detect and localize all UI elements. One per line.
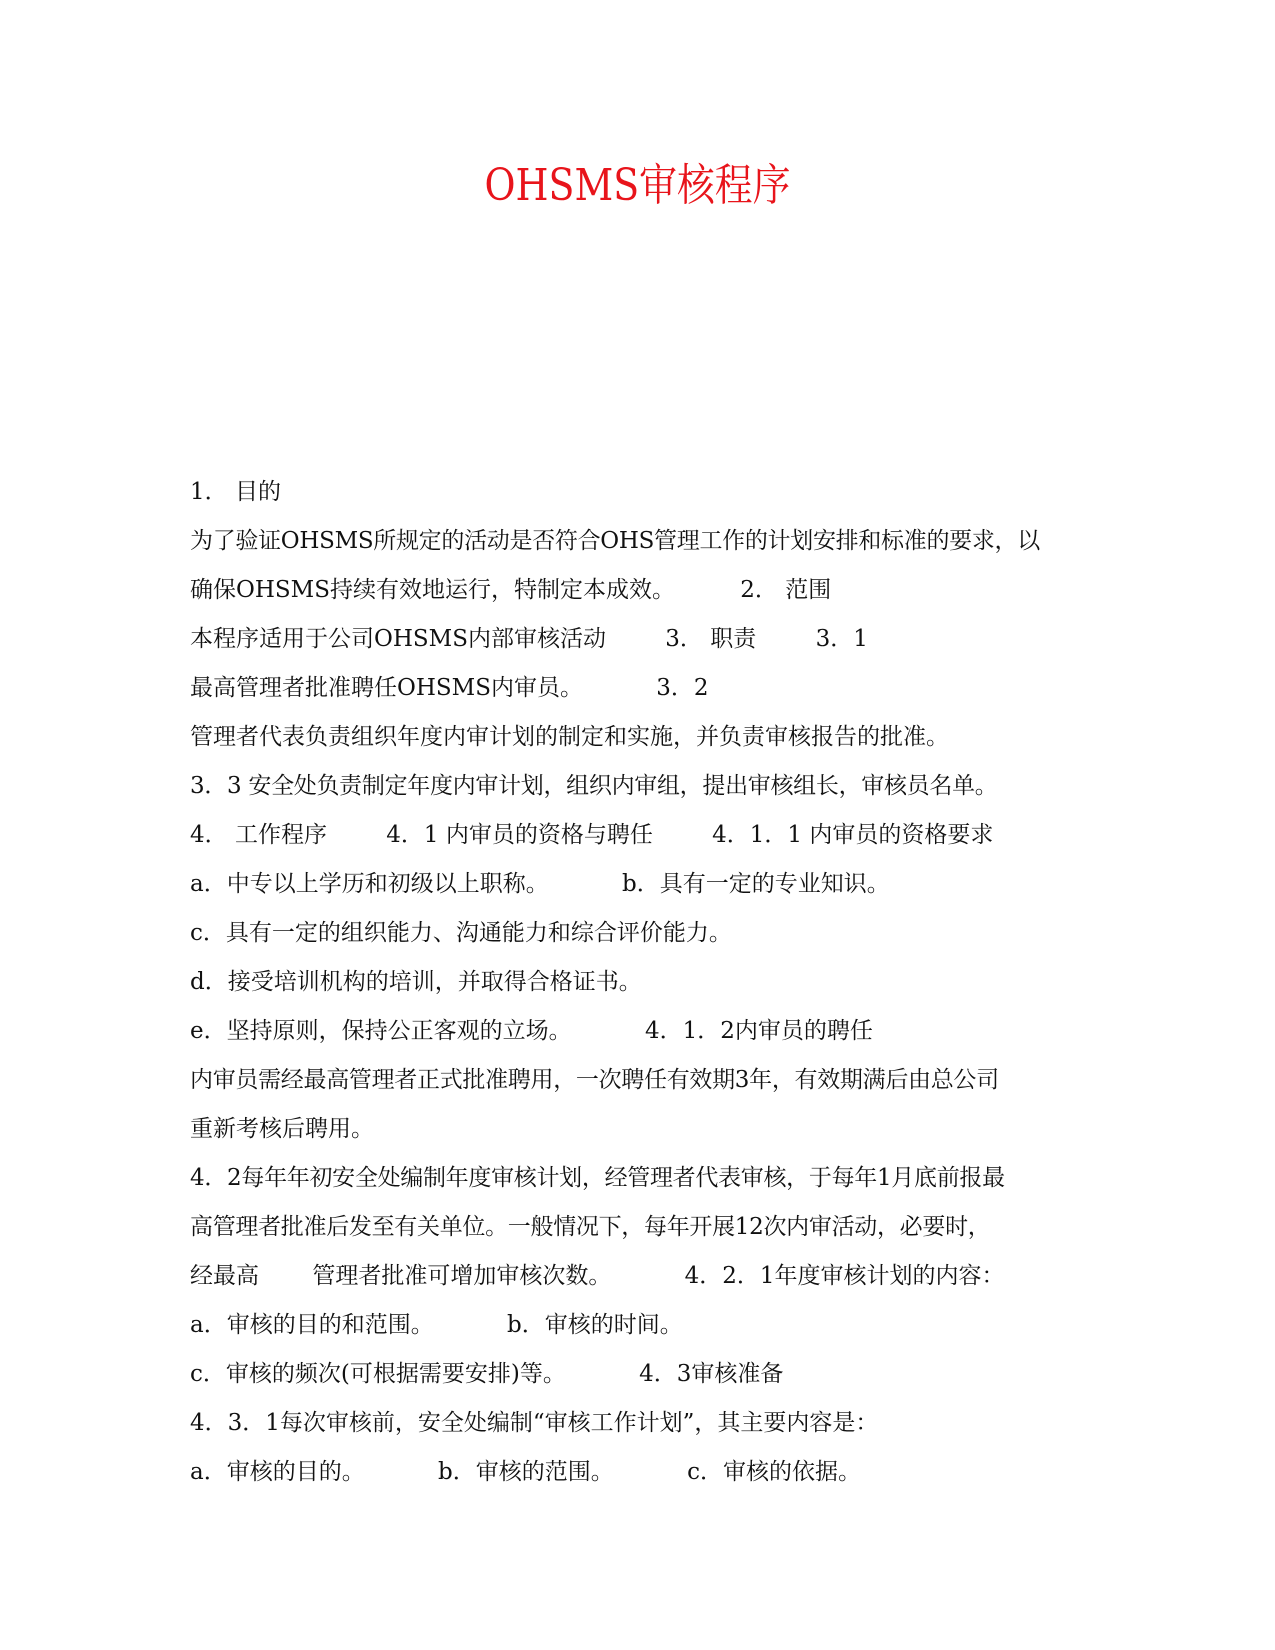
- text-line: [190, 860, 1090, 909]
- text-segment: 确保OHSMS持续有效地运行，特制定本成效。: [190, 577, 675, 603]
- text-segment: 2． 范围: [740, 577, 832, 603]
- text-line: [190, 1448, 1090, 1497]
- text-segment: e．坚持原则，保持公正客观的立场。: [190, 1018, 572, 1044]
- text-segment: c．具有一定的组织能力、沟通能力和综合评价能力。: [190, 920, 732, 946]
- text-segment: a．中专以上学历和初级以上职称。: [190, 871, 549, 897]
- document-title: OHSMS审核程序: [484, 160, 791, 211]
- text-line: [190, 615, 1090, 664]
- text-line: [190, 1105, 1090, 1154]
- text-segment: 4． 工作程序: [190, 822, 327, 848]
- text-segment: 3．3 安全处负责制定年度内审计划，组织内审组，提出审核组长，审核员名单。: [190, 773, 998, 799]
- text-segment: 管理者批准可增加审核次数。: [312, 1263, 612, 1289]
- text-segment: 为了验证OHSMS所规定的活动是否符合OHS管理工作的计划安排和标准的要求，以: [190, 528, 1040, 554]
- text-segment: b．具有一定的专业知识。: [622, 871, 890, 897]
- text-line: [190, 468, 1090, 517]
- text-segment: c．审核的频次(可根据需要安排)等。: [190, 1361, 566, 1387]
- text-segment: 内审员需经最高管理者正式批准聘用，一次聘任有效期3年，有效期满后由总公司: [190, 1067, 999, 1093]
- text-segment: b．审核的时间。: [507, 1312, 683, 1338]
- text-segment: 管理者代表负责组织年度内审计划的制定和实施，并负责审核报告的批准。: [190, 724, 949, 750]
- text-segment: 4．3审核准备: [639, 1361, 784, 1387]
- text-segment: 重新考核后聘用。: [190, 1116, 374, 1142]
- text-segment: 3． 职责: [665, 626, 757, 652]
- text-segment: 4．2．1年度审核计划的内容：: [684, 1263, 1005, 1289]
- text-line: [190, 958, 1090, 1007]
- text-line: [190, 566, 1090, 615]
- text-segment: a．审核的目的和范围。: [190, 1312, 434, 1338]
- text-segment: 4．1．2内审员的聘任: [644, 1018, 873, 1044]
- document-body: [190, 468, 1090, 1497]
- text-segment: 1． 目的: [190, 479, 281, 505]
- text-line: [190, 1252, 1090, 1301]
- text-segment: 4．3．1每次审核前，安全处编制“审核工作计划”，其主要内容是：: [190, 1410, 879, 1436]
- text-segment: d．接受培训机构的培训，并取得合格证书。: [190, 969, 642, 995]
- text-line: [190, 1203, 1090, 1252]
- text-line: [190, 517, 1090, 566]
- text-line: [190, 811, 1090, 860]
- text-segment: 4．2每年年初安全处编制年度审核计划，经管理者代表审核，于每年1月底前报最: [190, 1165, 1005, 1191]
- text-segment: 4．1．1 内审员的资格要求: [712, 822, 994, 848]
- text-line: [190, 1007, 1090, 1056]
- text-segment: 最高管理者批准聘任OHSMS内审员。: [190, 675, 583, 701]
- text-line: [190, 713, 1090, 762]
- text-line: [190, 1350, 1090, 1399]
- text-segment: 高管理者批准后发至有关单位。一般情况下，每年开展12次内审活动，必要时，: [190, 1214, 991, 1240]
- text-segment: b．审核的范围。: [438, 1459, 614, 1485]
- text-segment: 本程序适用于公司OHSMS内部审核活动: [190, 626, 606, 652]
- text-segment: 4．1 内审员的资格与聘任: [386, 822, 653, 848]
- text-segment: a．审核的目的。: [190, 1459, 365, 1485]
- text-segment: 3．1: [815, 626, 868, 652]
- text-line: [190, 1399, 1090, 1448]
- text-line: [190, 1301, 1090, 1350]
- text-line: [190, 762, 1090, 811]
- text-line: [190, 1154, 1090, 1203]
- text-segment: 3．2: [656, 675, 709, 701]
- text-line: [190, 909, 1090, 958]
- text-line: [190, 664, 1090, 713]
- text-line: [190, 1056, 1090, 1105]
- text-segment: 经最高: [190, 1263, 259, 1289]
- text-segment: c．审核的依据。: [687, 1459, 861, 1485]
